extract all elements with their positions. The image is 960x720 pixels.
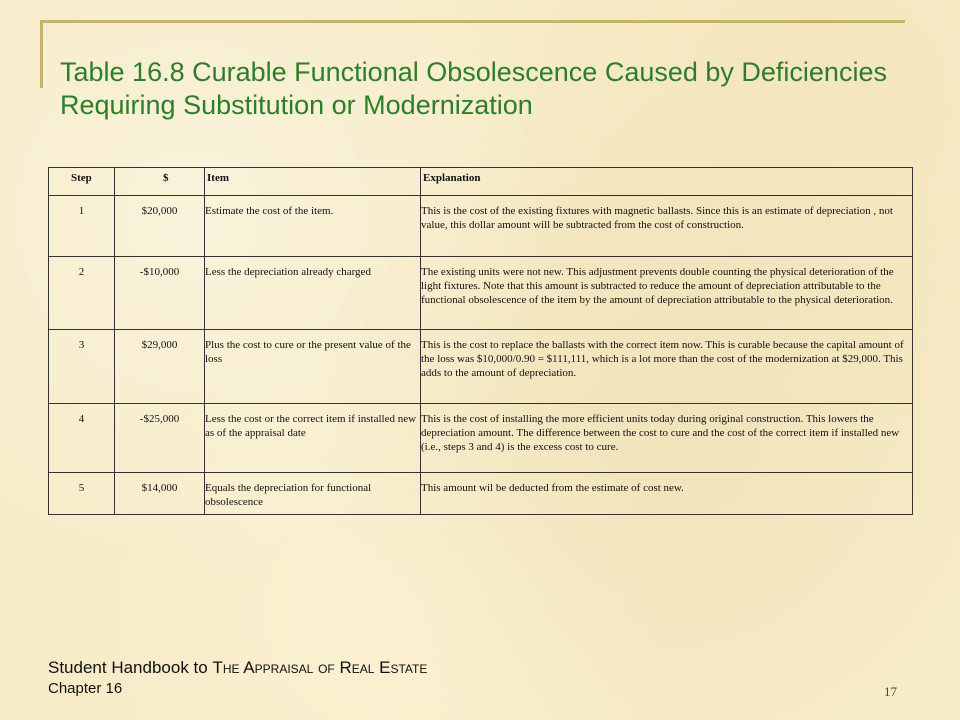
- row-amount: $29,000: [115, 335, 205, 403]
- row-explanation: The existing units were not new. This adjustment prevents double counting the physical deterioration of the light fixtures. Note that this amount is subtracted to reduce the amount of depreciation attributable to the functional obsolescence of the item by the amount of depreciation attributable to the physical deterioration.: [421, 262, 913, 330]
- slide-title: Table 16.8 Curable Functional Obsolescence Caused by Deficiencies Requiring Substitution or Modernization: [60, 57, 887, 120]
- footer-chapter: Chapter 16: [48, 680, 123, 697]
- table-row: [49, 409, 913, 473]
- frame-left-rule: [40, 20, 43, 88]
- row-item: Less the cost or the correct item if installed new as of the appraisal date: [205, 409, 421, 473]
- header-item-label: Item: [207, 172, 229, 184]
- header-explanation-label: Explanation: [423, 172, 481, 184]
- footer-book-prefix: Student Handbook to: [48, 658, 213, 677]
- row-explanation: This amount wil be deducted from the estimate of cost new.: [421, 478, 913, 514]
- header-step-label: Step: [71, 172, 92, 184]
- row-item: Plus the cost to cure or the present value of the loss: [205, 335, 421, 403]
- row-explanation: This is the cost of the existing fixtures with magnetic ballasts. Since this is an estimate of depreciation , not value, this dollar amount will be subtracted from the cost of construction.: [421, 201, 913, 256]
- row-amount: $20,000: [115, 201, 205, 256]
- row-step: 5: [49, 478, 115, 514]
- obsolescence-table-container: [48, 167, 912, 523]
- header-amount: [115, 168, 205, 196]
- table-row: [49, 478, 913, 514]
- header-step: [49, 168, 115, 196]
- header-amount-label: $: [163, 172, 169, 184]
- footer-book-name: The Appraisal of Real Estate: [212, 658, 428, 677]
- obsolescence-table: [48, 167, 913, 515]
- row-item: Estimate the cost of the item.: [205, 201, 421, 256]
- page-number: 17: [884, 684, 897, 699]
- row-amount: -$10,000: [115, 262, 205, 330]
- table-row: [49, 335, 913, 403]
- frame-top-rule: [40, 20, 905, 23]
- row-explanation: This is the cost of installing the more efficient units today during original construction. This lowers the depreciation amount. The difference between the cost to cure and the cost of the correct item if installed new (i.e., steps 3 and 4) is the excess cost to cure.: [421, 409, 913, 473]
- row-amount: $14,000: [115, 478, 205, 514]
- row-step: 4: [49, 409, 115, 473]
- table-row: [49, 262, 913, 330]
- row-item: Equals the depreciation for functional obsolescence: [205, 478, 421, 514]
- header-explanation: [421, 168, 913, 196]
- table-header-row: [49, 168, 913, 196]
- row-amount: -$25,000: [115, 409, 205, 473]
- row-item: Less the depreciation already charged: [205, 262, 421, 330]
- row-step: 3: [49, 335, 115, 403]
- row-explanation: This is the cost to replace the ballasts with the correct item now. This is curable because the capital amount of the loss was $10,000/0.90 = $111,111, which is a lot more than the cost of the modernization at $29,000. This adds to the amount of depreciation.: [421, 335, 913, 403]
- header-item: [205, 168, 421, 196]
- footer-book-title: [48, 658, 427, 678]
- row-step: 2: [49, 262, 115, 330]
- row-step: 1: [49, 201, 115, 256]
- table-row: [49, 201, 913, 256]
